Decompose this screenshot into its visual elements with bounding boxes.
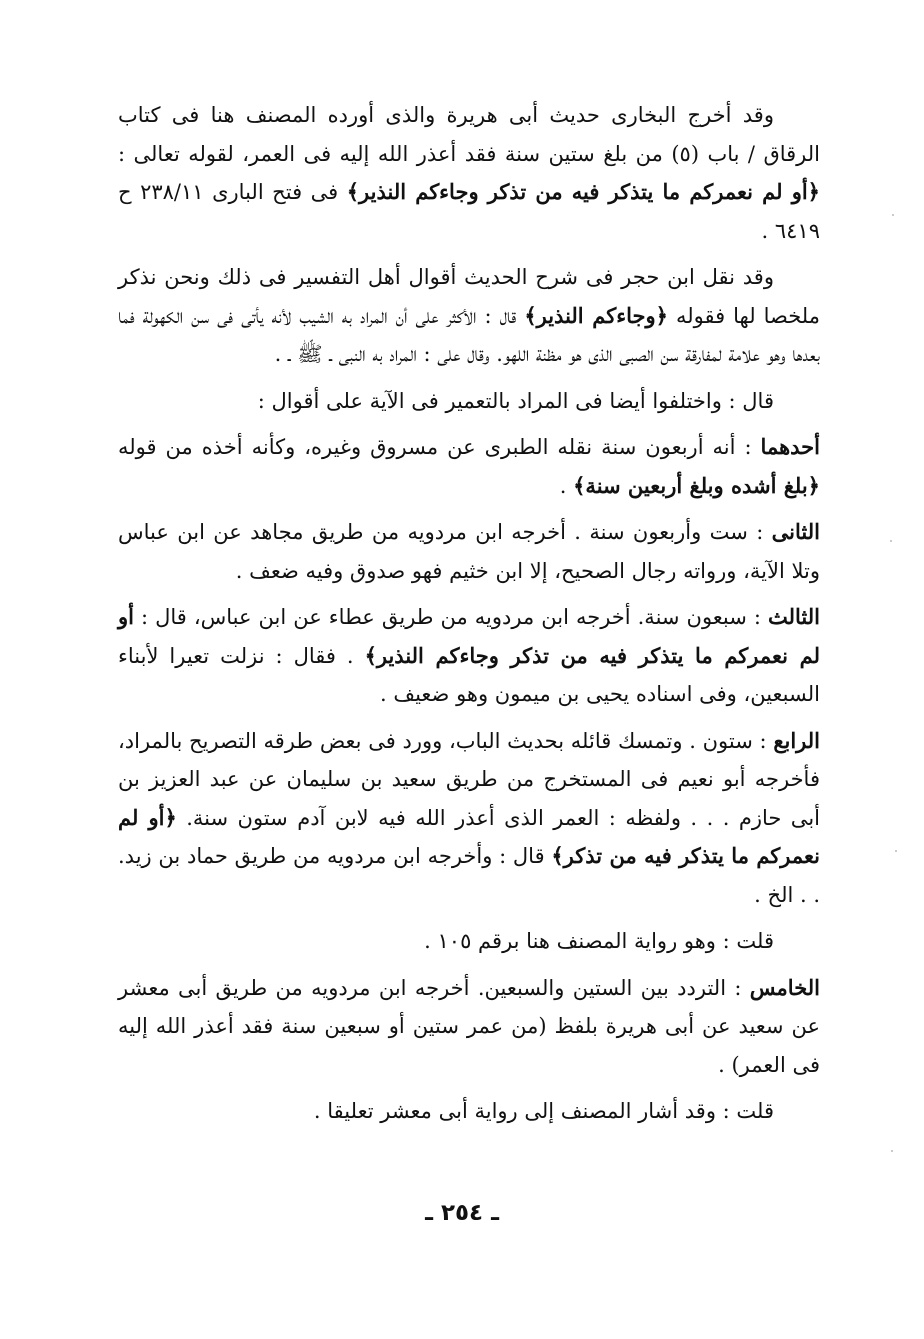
text-run: : ستون . وتمسك قائله بحديث الباب، وورد فى بعض طرقه التصريح بالمراد، فأخرجه أبو نعيم فى المستخرج من طريق سعيد بن سليمان عن عبد العزيز بن أبى حازم . . . ولفظه : العمر الذى أعذر الله فيه لابن آدم ستون سنة. bbox=[118, 728, 820, 830]
paragraph-author-note-2 bbox=[118, 1092, 820, 1131]
quran-verse-bold: ﴿أو لم نعمركم ما يتذكر فيه من تذكر وجاءكم النذير﴾ bbox=[346, 179, 820, 204]
text-run: قال : وأخرجه ابن مردويه من طريق حماد بن زيد. . . الخ . bbox=[118, 844, 820, 907]
paragraph-opinions-intro bbox=[118, 382, 820, 421]
text-run: قلت : وقد أشار المصنف إلى رواية أبى معشر تعليقا . bbox=[313, 1099, 774, 1123]
scan-speck bbox=[895, 850, 897, 852]
text-run: فى فتح البارى ٢٣٨/١١ ح ٦٤١٩ . bbox=[118, 180, 820, 243]
text-run: . bbox=[559, 473, 574, 498]
paragraph-bukhari-narration bbox=[118, 96, 820, 250]
text-run: قال : الأكثر على أن المراد به الشيب لأنه يأتى فى سن الكهولة فما بعدها وهو علامة لمفارقة سن الصبى الذى هو مظنة اللهو. وقال على : المراد به النبى ـ ﷺ ـ . bbox=[118, 303, 820, 366]
paragraph-third-opinion bbox=[118, 598, 820, 714]
opinion-heading: الثانى bbox=[771, 519, 820, 544]
quran-verse-bold: ﴿وجاءكم النذير﴾ bbox=[524, 302, 668, 328]
text-run: : التردد بين الستين والسبعين. أخرجه ابن مردويه من طريق أبى معشر عن سعيد عن أبى هريرة بلفظ (من عمر ستين أو سبعين سنة فقد أعذر الله إليه فى العمر) . bbox=[118, 975, 820, 1077]
opinion-heading: الثالث bbox=[768, 604, 820, 629]
opinion-heading: الرابع bbox=[773, 727, 820, 753]
page-number: ـ ٢٥٤ ـ bbox=[425, 1200, 499, 1226]
text-run: : ست وأربعون سنة . أخرجه ابن مردويه من طريق مجاهد عن ابن عباس وتلا الآية، ورواته رجال الصحيح، إلا ابن خثيم فهو صدوق وفيه ضعف . bbox=[118, 520, 820, 583]
text-run: : أنه أربعون سنة نقله الطبرى عن مسروق وغيره، وكأنه أخذه من قوله bbox=[118, 435, 761, 459]
opinion-heading: أحدهما bbox=[760, 434, 820, 459]
text-run: . فقال : نزلت تعيرا لأبناء السبعين، وفى اسناده يحيى بن ميمون وهو ضعيف . bbox=[118, 643, 820, 706]
paragraph-first-opinion bbox=[118, 428, 820, 505]
scan-speck bbox=[890, 540, 892, 542]
paragraph-fourth-opinion bbox=[118, 722, 820, 915]
scan-speck bbox=[892, 214, 894, 216]
scan-speck bbox=[891, 1150, 893, 1152]
paragraph-second-opinion bbox=[118, 513, 820, 590]
paragraph-ibn-hajar bbox=[118, 258, 820, 374]
text-run: قلت : وهو رواية المصنف هنا برقم ١٠٥ . bbox=[424, 929, 774, 953]
paragraph-author-note-1 bbox=[118, 922, 820, 961]
quran-verse-bold: ﴿أو لم نعمركم ما يتذكر فيه من تذكر﴾ bbox=[118, 804, 821, 868]
opinion-heading: الخامس bbox=[749, 974, 820, 1000]
quran-verse-bold: ﴿بلغ أشده وبلغ أربعين سنة﴾ bbox=[573, 472, 820, 498]
text-run: وقد نقل ابن حجر فى شرح الحديث أقوال أهل التفسير فى ذلك ونحن نذكر ملخصا لها فقوله bbox=[118, 265, 820, 328]
paragraph-fifth-opinion bbox=[118, 969, 820, 1085]
text-run: قال : واختلفوا أيضا فى المراد بالتعمير فى الآية على أقوال : bbox=[257, 388, 774, 413]
text-run: وقد أخرج البخارى حديث أبى هريرة والذى أورده المصنف هنا فى كتاب الرقاق / باب (٥) من بلغ ستين سنة فقد أعذر الله إليه فى العمر، لقوله تعالى : bbox=[118, 103, 821, 166]
text-run: : سبعون سنة. أخرجه ابن مردويه من طريق عطاء عن ابن عباس، قال : bbox=[133, 605, 768, 629]
quran-verse-bold: أو لم نعمركم ما يتذكر فيه من تذكر وجاءكم النذير﴾ bbox=[118, 604, 820, 668]
body-text bbox=[118, 96, 820, 1139]
